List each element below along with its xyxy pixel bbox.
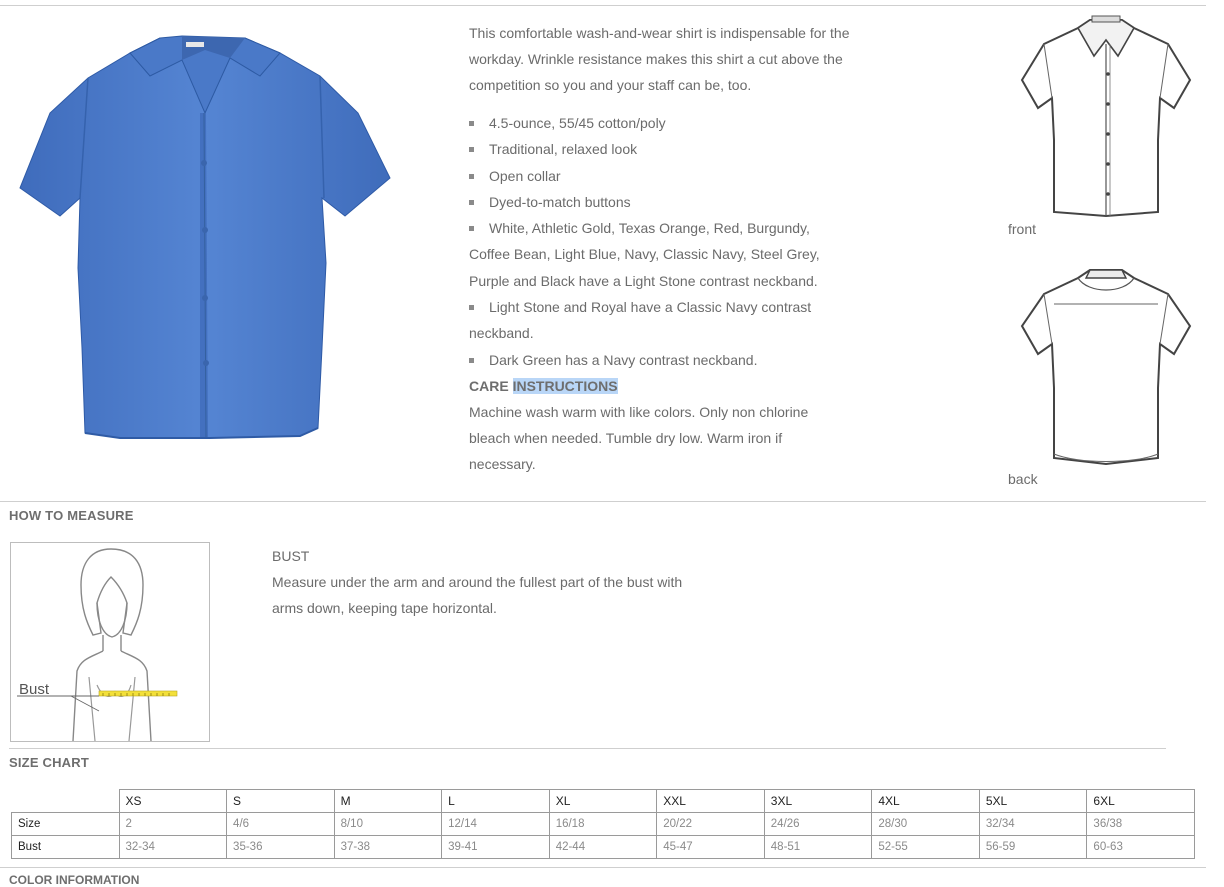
size-header-cell: XL <box>549 790 657 813</box>
bust-title: BUST <box>272 548 310 564</box>
front-flat-illustration <box>1018 14 1194 218</box>
size-header-cell: M <box>334 790 442 813</box>
how-to-measure-heading: HOW TO MEASURE <box>9 508 134 523</box>
feature-item: Dyed-to-match buttons <box>469 189 849 215</box>
table-cell: 32/34 <box>979 813 1087 836</box>
bust-illustration-label: Bust <box>19 681 50 698</box>
care-heading <box>469 373 869 399</box>
table-cell: 8/10 <box>334 813 442 836</box>
size-header-cell: XXL <box>657 790 765 813</box>
table-corner-cell <box>12 790 120 813</box>
description-intro: This comfortable wash-and-wear shirt is indispensable for the workday. Wrinkle resistance makes this shirt a cut above the competition so you and your staff can be, too. <box>469 25 850 93</box>
table-cell: 4/6 <box>227 813 335 836</box>
color-information-heading: COLOR INFORMATION <box>9 873 140 887</box>
back-flat-illustration <box>1018 264 1194 468</box>
table-cell: 60-63 <box>1087 836 1195 859</box>
table-cell: 52-55 <box>872 836 980 859</box>
table-cell: 48-51 <box>764 836 872 859</box>
size-header-cell: XS <box>119 790 227 813</box>
feature-item: Open collar <box>469 163 849 189</box>
size-header-cell: 5XL <box>979 790 1087 813</box>
top-divider <box>0 5 1206 6</box>
table-cell: 39-41 <box>442 836 550 859</box>
row-label-size: Size <box>12 813 120 836</box>
table-cell: 37-38 <box>334 836 442 859</box>
table-cell: 32-34 <box>119 836 227 859</box>
table-cell: 35-36 <box>227 836 335 859</box>
row-label-bust: Bust <box>12 836 120 859</box>
care-text: Machine wash warm with like colors. Only non chlorine bleach when needed. Tumble dry low. Warm iron if necessary. <box>469 403 809 472</box>
bust-description: Measure under the arm and around the fullest part of the bust with arms down, keeping tape horizontal. <box>272 574 683 616</box>
size-header-cell: 4XL <box>872 790 980 813</box>
table-cell: 16/18 <box>549 813 657 836</box>
feature-item: Light Stone and Royal have a Classic Navy contrast neckband. <box>469 294 849 347</box>
size-header-cell: L <box>442 790 550 813</box>
back-label: back <box>1008 471 1038 487</box>
table-cell: 20/22 <box>657 813 765 836</box>
table-cell: 36/38 <box>1087 813 1195 836</box>
size-header-cell: 3XL <box>764 790 872 813</box>
size-chart-heading: SIZE CHART <box>9 755 89 770</box>
care-heading-word: CARE <box>469 377 509 394</box>
table-cell: 56-59 <box>979 836 1087 859</box>
bust-instructions <box>272 543 692 621</box>
table-cell: 28/30 <box>872 813 980 836</box>
size-header-cell: 6XL <box>1087 790 1195 813</box>
table-header-row <box>12 790 1195 813</box>
size-chart-table <box>11 789 1195 859</box>
feature-item: 4.5-ounce, 55/45 cotton/poly <box>469 110 849 136</box>
table-cell: 24/26 <box>764 813 872 836</box>
table-cell: 42-44 <box>549 836 657 859</box>
table-cell: 2 <box>119 813 227 836</box>
table-row <box>12 813 1195 836</box>
size-header-cell: S <box>227 790 335 813</box>
front-label: front <box>1008 221 1037 237</box>
feature-item: White, Athletic Gold, Texas Orange, Red, Burgundy, Coffee Bean, Light Blue, Navy, Classic Navy, Steel Grey, Purple and Black have a Light Stone contrast neckband. <box>469 215 849 294</box>
color-divider <box>0 867 1206 868</box>
feature-list <box>469 110 849 373</box>
care-heading-highlight: INSTRUCTIONS <box>512 377 618 394</box>
table-cell: 12/14 <box>442 813 550 836</box>
size-chart-divider <box>9 748 1166 749</box>
bust-measure-illustration <box>10 542 210 742</box>
measure-divider <box>0 501 1206 502</box>
feature-item: Traditional, relaxed look <box>469 136 849 162</box>
feature-item: Dark Green has a Navy contrast neckband. <box>469 347 849 373</box>
table-cell: 45-47 <box>657 836 765 859</box>
product-photo <box>10 18 400 458</box>
table-row <box>12 836 1195 859</box>
product-description <box>469 20 869 477</box>
